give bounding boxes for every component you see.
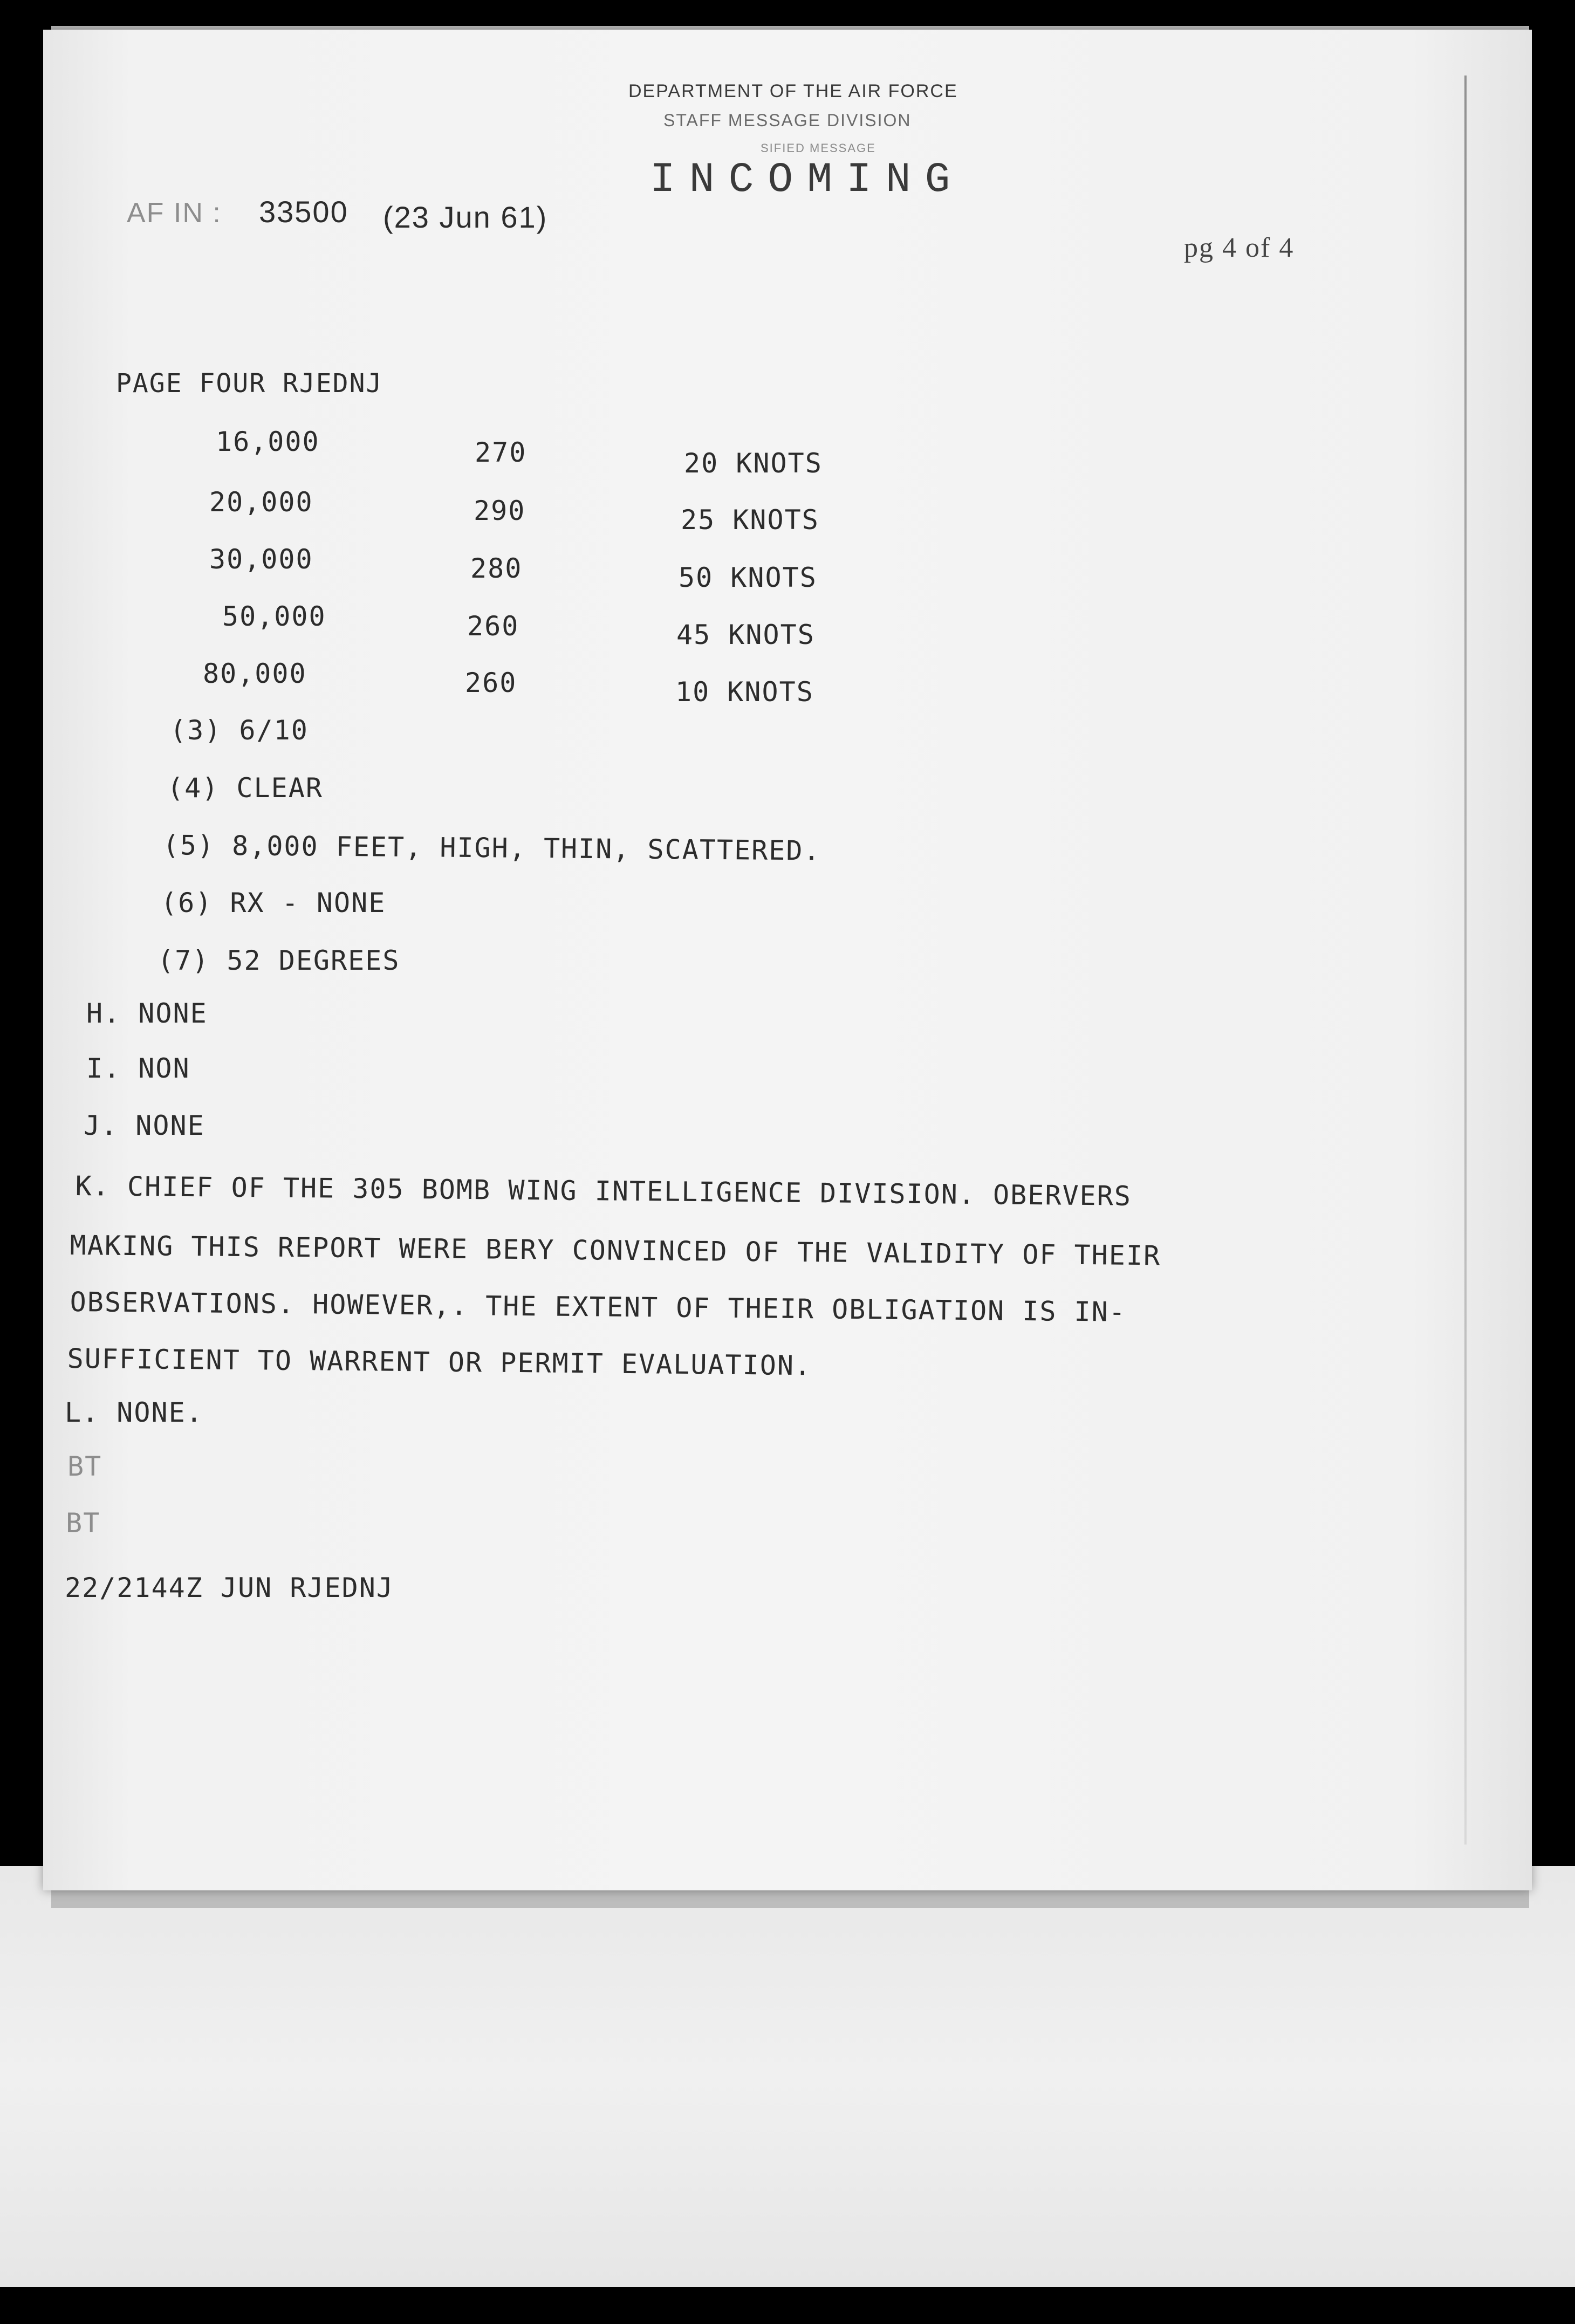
wind-direction: 280 bbox=[470, 553, 523, 584]
item-i: I. NON bbox=[86, 1053, 190, 1084]
item-k-line: OBSERVATIONS. HOWEVER,. THE EXTENT OF THEIR OBLIGATION IS IN- bbox=[70, 1286, 1127, 1328]
wind-speed: 20 KNOTS bbox=[684, 448, 823, 479]
wind-altitude: 80,000 bbox=[203, 658, 307, 689]
wind-speed: 45 KNOTS bbox=[676, 619, 815, 650]
wind-altitude: 50,000 bbox=[222, 601, 326, 632]
wind-direction: 260 bbox=[465, 667, 517, 698]
date-time-group: 22/2144Z JUN RJEDNJ bbox=[65, 1572, 394, 1603]
sub-item: (6) RX - NONE bbox=[161, 887, 386, 918]
item-k-line: MAKING THIS REPORT WERE BERY CONVINCED OF THE VALIDITY OF THEIR bbox=[70, 1230, 1161, 1272]
wind-altitude: 30,000 bbox=[209, 544, 313, 575]
wind-altitude: 20,000 bbox=[209, 486, 313, 518]
item-j: J. NONE bbox=[84, 1110, 205, 1141]
item-k-line: K. CHIEF OF THE 305 BOMB WING INTELLIGENCE DIVISION. OBERVERS bbox=[75, 1170, 1132, 1212]
item-k-line: SUFFICIENT TO WARRENT OR PERMIT EVALUATION. bbox=[67, 1343, 812, 1382]
break-marker: BT bbox=[67, 1451, 102, 1482]
reference-label: AF IN : bbox=[127, 197, 222, 229]
division-heading: STAFF MESSAGE DIVISION bbox=[663, 111, 912, 130]
item-l: L. NONE. bbox=[65, 1397, 203, 1428]
sub-item: (4) CLEAR bbox=[167, 772, 323, 804]
sub-item: (5) 8,000 FEET, HIGH, THIN, SCATTERED. bbox=[162, 829, 821, 867]
wind-speed: 10 KNOTS bbox=[675, 676, 814, 708]
item-h: H. NONE bbox=[86, 998, 208, 1029]
break-marker: BT bbox=[66, 1507, 101, 1539]
page-header: PAGE FOUR RJEDNJ bbox=[116, 368, 383, 399]
wind-altitude: 16,000 bbox=[216, 426, 320, 457]
wind-speed: 25 KNOTS bbox=[681, 504, 819, 536]
message-type-heading: SIFIED MESSAGE bbox=[761, 141, 876, 155]
sub-item: (3) 6/10 bbox=[170, 715, 309, 746]
reference-number: 33500 bbox=[259, 195, 348, 229]
incoming-stamp: INCOMING bbox=[650, 156, 964, 204]
wind-direction: 260 bbox=[467, 611, 519, 642]
reference-date: (23 Jun 61) bbox=[383, 200, 548, 234]
page-indicator: pg 4 of 4 bbox=[1184, 232, 1295, 263]
sub-item: (7) 52 DEGREES bbox=[158, 945, 400, 976]
department-heading: DEPARTMENT OF THE AIR FORCE bbox=[628, 81, 958, 101]
paper-edge-line bbox=[1464, 76, 1467, 1845]
background-card bbox=[0, 1866, 1575, 2287]
wind-direction: 270 bbox=[475, 437, 527, 468]
wind-speed: 50 KNOTS bbox=[679, 562, 817, 593]
wind-direction: 290 bbox=[474, 495, 526, 526]
